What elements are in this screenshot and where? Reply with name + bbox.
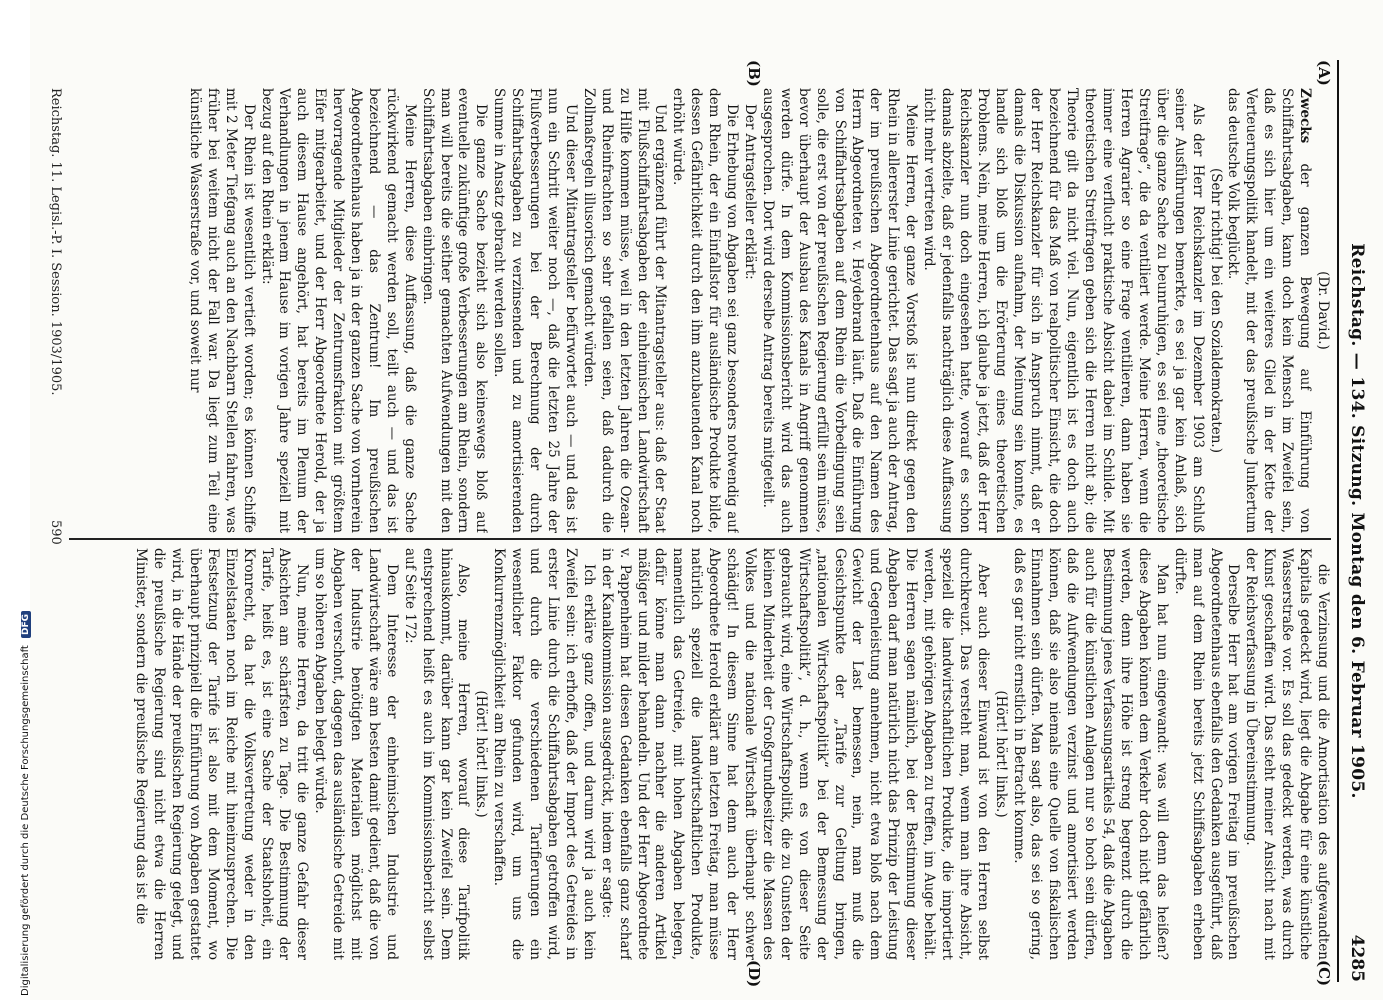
paragraph: Meine Herren, der ganze Vorstoß ist nun direkt gegen den Rhein in allererster Linie gerichtet. Das sagt ja auch der Antrag, der im preußischen Abgeordnetenhaus auf den Namen des Herrn Abgeordneten v. Heydebrand läuft. Daß die Einführung von Schiffahrtsabgaben auf dem Rhein die Vorbedingung sein solle, die erst von der preußischen Regierung erfüllt sein müsse, bevor überhaupt der Ausbau des Kanals in Angriff genommen werden dürfe. In dem Kommissionsbericht wird das auch ausgesprochen. Dort wird derselbe Antrag bereits mitgeteilt. [759, 88, 920, 533]
paragraph: Meine Herren, diese Auffassung, daß die ganze Sache rückwirkend gemacht werden soll, teilt auch — und das ist bezeichnend — das Zentrum! Im preußischen Abgeordnetenhaus haben ja in der ganzen Sache von vornherein hervorragende Mitglieder der Zentrumsfraktion mit größtem Eifer mitgearbeitet, und der Herr Abgeordnete Herold, der ja auch diesem Hause angehört, hat bereits im Plenum der Verhandlungen in jenem Hause im vorigen Jahre speziell mit bezug auf den Rhein erklärt: [258, 88, 418, 533]
header-rule [1337, 60, 1339, 982]
page-number: 4285 [1347, 934, 1367, 982]
paragraph: Der Rhein ist wesentlich vertieft worden; es können Schiffe mit 2 Meter Tiefgang auch an den Nachbarn Stellen fahren, was früher bei weitem nicht der Fall war. Da liegt zum Teil eine künstliche Wasserstraße vor, und soweit nur [186, 88, 257, 533]
right-text-column [71, 548, 1331, 960]
margin-mark-b: (B) [745, 60, 763, 87]
dfg-logo: DFG [21, 611, 31, 638]
paragraph: Die ganze Sache bezieht sich also keineswegs bloß auf eventuelle zukünftige große Verbesserungen am Rhein, sondern man will bereits die seither gemachten Aufwendungen mit den Schiffahrtsabgaben einbringen. [419, 88, 490, 533]
paragraph: Man hat nun eingewandt: was will denn das heißen? diese Abgaben können dem Verkehr doch nicht gefährlich werden, denn ihre Höhe ist streng begrenzt durch die Bestimmung jenes Verfassungsartikels 54, daß die Abgaben auch für die künstlichen Anlagen nur so hoch sein dürfen, daß die Aufwendungen verzinst und amortisiert werden können, daß sie also niemals eine Quelle von fiskalischen Einnahmen sein dürfen. Man sagt also, das sei so gering, daß es gar nicht ernstlich in Betracht komme. [1010, 548, 1170, 960]
paragraph [1224, 88, 1314, 533]
margin-mark-d: (D) [745, 960, 763, 988]
digitization-note [20, 611, 31, 996]
paragraph: Dem Interesse der einheimischen Industrie und Landwirtschaft wäre am besten damit gedient, daß die von der Industrie benötigten Materialien möglichst mit Abgaben verschont, dagegen das ausländische Getreide mit um so höheren Abgaben belegt würde. [312, 548, 400, 960]
paragraph: Nun, meine Herren, da tritt die ganze Gefahr dieser Absichten am schärfsten zu Tage. Die Bestimmung der Tarife, heißt es, ist eine Sache der Staatshoheit, ein Kronrecht, da hat die Volksvertretung weder in den Einzelstaaten noch im Reiche mit hineinzusprechen. Die Festsetzung der Tarife ist also mit dem Moment, wo überhaupt prinzipiell die Einführung von Abgaben gestattet wird, in die Hände der preußischen Regierung gelegt, und die preußische Regierung sind nicht etwa die Herren Minister, sondern die preußische Regierung das ist die [133, 548, 311, 960]
paragraph: Als der Herr Reichskanzler im Dezember 1903 am Schluß seiner Ausführungen bemerkte, es sei ja gar kein Anlaß, sich über die ganze Sache zu beunruhigen, es sei eine „theoretische Streitfrage“, die da ventiliert werde. Meine Herren, wenn die Herren Agrarier so eine Frage ventilieren, dann haben sie immer eine verflucht praktische Absicht dabei im Schilde. Mit theoretischen Streitfragen geben sich die Herren nicht ab; die Theorie gilt da nicht viel. Nun, eigentlich ist es doch auch bezeichnend für das Maß von realpolitischer Einsicht, die doch der Herr Reichskanzler für sich in Anspruch nimmt, daß er damals die Diskussion aufnahm, der Meinung sein konnte, es handle sich bloß um die Erörterung eines theoretischen Problems. Nein, meine Herren, ich glaube ja jetzt, daß der Herr Reichskanzler nun doch eingesehen hatte, worauf es schon damals abzielte, daß er jedenfalls nachträglich diese Auffassung nicht mehr vertreten wird. [921, 88, 1206, 533]
paragraph-text: der ganzen Bewegung auf Einführung von Schiffahrtsabgaben, kann doch kein Mensch im Zweifel sein, daß es sich hier um ein weiteres Glied in der Kette der Verteuerungspolitik handelt, mit der das preußische Junkertum das deutsche Volk beglückt. [1225, 88, 1314, 533]
interjection: (Sehr richtig! bei den Sozialdemokraten.) [1207, 167, 1224, 453]
footer-left: Reichstag. 11. Legisl.-P. I. Session. 1903/1905. [48, 88, 63, 396]
left-text-column [71, 88, 1331, 533]
paragraph: Und dieser Mitantragsteller befürwortet auch — und das ist nun ein Schritt weiter noch —, daß die letzten 25 Jahre der Flußverbesserungen bei der Berechnung der durch Schiffahrtsabgaben zu verzinsenden und zu amortisierenden Summe in Ansatz gebracht werden sollen. [491, 88, 579, 533]
column-divider [69, 538, 1331, 540]
interjection: (Hört! hört! links.) [473, 690, 490, 818]
page-header [1337, 60, 1367, 982]
paragraph: Aber auch dieser Einwand ist von den Herren selbst durchkreuzt. Das versteht man, wenn man ihre Absicht, speziell die landwirtschaftlichen Produkte, die importiert werden, mit gehörigen Abgaben zu treffen, im Auge behält. Die Herren sagen nämlich, bei der Bestimmung dieser Abgaben darf man natürlich nicht das Prinzip der Leistung und Gegenleistung annehmen, nicht etwa bloß nach dem Gewicht der Last bemessen, nein, man muß die Gesichtspunkte der „Tarife zur Geltung bringen, „nationalen Wirtschaftspolitik“ bei der Bemessung der Wirtschaftspolitik“, d. h., wenn es von dieser Seite gebraucht wird, eine Wirtschaftspolitik, die zu Gunsten der kleinen Minderheit der Großgrundbesitzer die Massen des Volkes und die nationale Wirtschaft überhaupt schwer schädigt! In diesem Sinne hat denn auch der Herr Abgeordnete Herold erklärt am letzten Freitag, man müsse natürlich speziell die landwirtschaftlichen Produkte, namentlich das Getreide, mit hohen Abgaben belegen, dafür könne man dann nachher die anderen Artikel mäßiger und milder behandeln. Und der Herr Abgeordnete v. Pappenheim hat diesen Gedanken ebenfalls ganz scharf in der Kanalkommission ausgedrückt, indem er sagte: [598, 548, 991, 960]
digitization-sidebar [0, 0, 30, 1000]
paragraph: die Verzinsung und die Amortisation des aufgewandten Kapitals gedeckt wird, liegt die Abgabe für eine künstliche Wasserstraße vor. Es soll das gedeckt werden, was durch Kunst geschaffen wird. Das steht meiner Ansicht nach mit der Reichsverfassung in Übereinstimmung. [1243, 548, 1331, 960]
interjection: (Hört! hört! links.) [992, 690, 1009, 818]
paragraph: Und ergänzend führt der Mitantragsteller aus: daß der Staat mit Flußschiffahrtsabgaben der einheimischen Landwirtschaft zu Hilfe kommen müsse, weil in den letzten Jahren die Ozean- und Rheinfrachten so sehr gefallen seien, daß dadurch die Zollmaßregeln illusorisch gemacht würden. [580, 88, 669, 533]
paragraph: Ich erkläre ganz offen, und darum wird ja auch kein Zweifel sein: ich erhoffe, daß der Import des Getreides in erster Linie durch die Schiffahrtsabgaben getroffen wird, und durch die verschiedenen Tarifierungen ein wesentlicher Faktor gefunden wird, um uns die Konkurrenzmöglichkeit am Rhein zu verschaffen. [491, 548, 597, 960]
paragraph: Also, meine Herren, worauf diese Tarifpolitik hinauskommt, darüber kann gar kein Zweifel sein. Dem entsprechend heißt es auch im Kommissionsbericht selbst auf Seite 172: [401, 548, 472, 960]
paragraph: Die Erhebung von Abgaben sei ganz besonders notwendig auf dem Rhein, der ein Einfallstor für ausländische Produkte bilde, dessen Gefährlichkeit durch den ihm anzubauenden Kanal noch erhöht würde. [670, 88, 741, 533]
margin-mark-a: (A) [1315, 60, 1333, 86]
paragraph: Der Antragsteller erklärt: [742, 104, 758, 280]
interjection: (Dr. David.) [1315, 271, 1331, 350]
footer-page-code: 590 [48, 520, 63, 545]
emphasis: Zwecks [1297, 88, 1314, 144]
paragraph: Derselbe Herr hat am vorigen Freitag im preußischen Abgeordnetenhaus ebenfalls den Gedanken ausgeführt, daß man auf dem Rhein bereits jetzt Schiffsabgaben erheben dürfte. [1171, 548, 1242, 960]
digitization-note-text: Digitalisierung gefördert durch die Deutsche Forschungsgemeinschaft [20, 645, 31, 996]
margin-mark-c: (C) [1315, 960, 1333, 987]
header-title: Reichstag. — 134. Sitzung. Montag den 6. Februar 1905. [1347, 243, 1367, 799]
